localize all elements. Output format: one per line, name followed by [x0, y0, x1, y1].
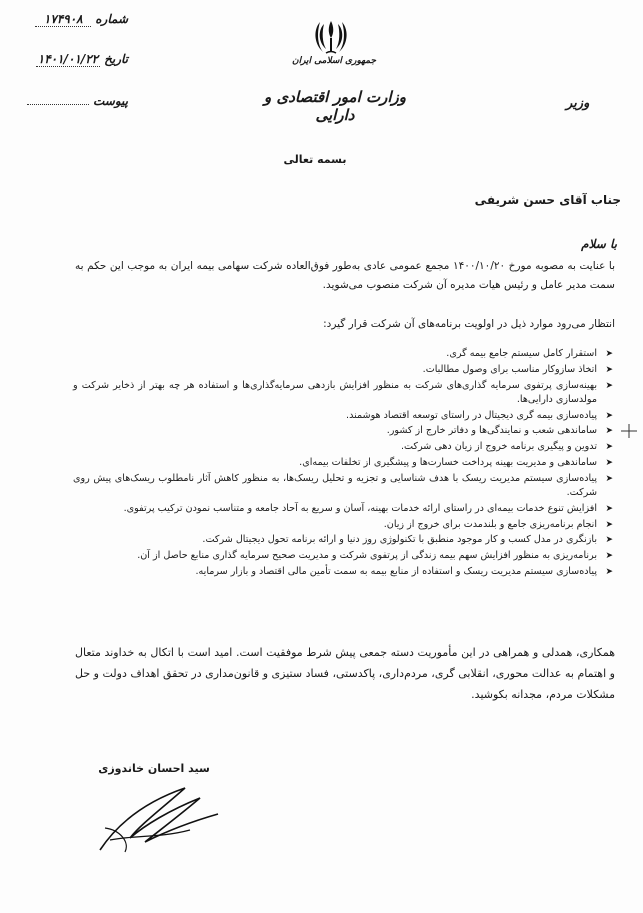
number-label: شماره — [95, 12, 128, 26]
bullet-arrow-icon: ➤ — [605, 426, 613, 437]
handwritten-signature-icon — [90, 780, 230, 860]
bullet-arrow-icon: ➤ — [605, 380, 613, 391]
priority-list — [73, 347, 613, 581]
list-item — [73, 565, 613, 579]
date-row — [10, 52, 128, 67]
date-value: ۱۴۰۱/۰۱/۲۲ — [37, 52, 99, 66]
list-item — [73, 502, 613, 516]
bullet-arrow-icon: ➤ — [605, 457, 613, 468]
list-item-text: پیاده‌سازی سیستم مدیریت ریسک و استفاده از منابع بیمه به سمت تأمین مالی اقتصاد و بازار سرمایه. — [195, 565, 597, 577]
bullet-arrow-icon: ➤ — [605, 410, 613, 421]
number-value: ۱۷۴۹۰۸ — [35, 12, 91, 27]
instruction-line: انتظار می‌رود موارد ذیل در اولویت برنامه‌های آن شرکت قرار گیرد: — [323, 318, 615, 330]
list-item — [73, 440, 613, 454]
intro-paragraph: با عنایت به مصوبه مورخ ۱۴۰۰/۱۰/۲۰ مجمع عمومی عادی به‌طور فوق‌العاده شرکت سهامی بیمه ایران به موجب این حکم به سمت مدیر عامل و رئیس هیات مدیره آن شرکت منصوب می‌شوید. — [75, 260, 615, 291]
list-item — [73, 549, 613, 563]
list-item-text: برنامه‌ریزی به منظور افزایش سهم بیمه زندگی از پرتفوی شرکت و مدیریت صحیح سرمایه گذاری منابع حاصل از آن. — [137, 550, 597, 562]
closing-paragraph: همکاری، همدلی و همراهی در این مأموریت دسته جمعی پیش شرط موفقیت است. امید است با اتکال به خداوند متعال و اهتمام به عدالت محوری، انقلابی گری، مردم‌داری، پاکدستی، فساد ستیزی و قانون‌مداری در تحقق اهداف دولت و حل مشکلات مردم، مجدانه بکوشید. — [75, 646, 615, 701]
list-item-text: بازنگری در مدل کسب و کار موجود منطبق با تکنولوژی روز دنیا و ارائه برنامه تحول دیجیتال شرکت. — [202, 534, 597, 546]
republic-title: جمهوری اسلامی ایران — [291, 56, 377, 66]
list-item — [73, 472, 613, 500]
bullet-arrow-icon: ➤ — [605, 473, 613, 484]
list-item — [73, 379, 613, 407]
list-item-text: پیاده‌سازی بیمه گری دیجیتال در راستای توسعه اقتصاد هوشمند. — [346, 409, 597, 421]
list-item-text: انجام برنامه‌ریزی جامع و بلندمدت برای خروج از زیان. — [383, 518, 597, 530]
list-item — [73, 363, 613, 377]
bullet-arrow-icon: ➤ — [605, 364, 613, 375]
bullet-arrow-icon: ➤ — [605, 535, 613, 546]
list-item — [73, 456, 613, 470]
list-item-text: اتخاذ سازوکار مناسب برای وصول مطالبات. — [422, 363, 597, 375]
list-item — [73, 518, 613, 532]
list-item-text: استقرار کامل سیستم جامع بیمه گری. — [446, 348, 597, 359]
ministry-title: وزارت امور اقتصادی و دارایی — [264, 88, 406, 124]
attachment-label: پیوست — [93, 94, 128, 108]
list-item-text: افزایش تنوع خدمات بیمه‌ای در راستای ارائه خدمات بهینه، آسان و سریع به آحاد جامعه و متناسب نمودن ترکیب پرتفوی. — [123, 502, 597, 514]
bullet-arrow-icon: ➤ — [605, 566, 613, 577]
list-item — [73, 424, 613, 438]
iran-emblem-icon — [311, 18, 351, 56]
list-item — [73, 533, 613, 547]
date-label: تاریخ — [104, 52, 128, 66]
bismillah-heading: بسمه تعالی — [283, 153, 347, 166]
list-item-text: تدوین و پیگیری برنامه خروج از زیان دهی شرکت. — [400, 441, 597, 453]
list-item-text: بهینه‌سازی پرتفوی سرمایه گذاری‌های شرکت به منظور افزایش بازدهی سرمایه‌گذاری‌ها و استفاده هر چه بهتر از ذخایر شرکت و مولدسازی دارایی‌ها. — [73, 379, 597, 405]
attachment-row — [10, 94, 128, 108]
list-item-text: پیاده‌سازی سیستم مدیریت ریسک با هدف شناسایی و تجزیه و تحلیل ریسک‌ها، به منظور کاهش آثار نامطلوب ریسک‌های پیش روی شرکت. — [73, 472, 597, 498]
list-item — [73, 409, 613, 423]
bullet-arrow-icon: ➤ — [605, 442, 613, 453]
recipient-name: جناب آقای حسن شریفی — [474, 193, 621, 207]
number-row — [10, 12, 128, 27]
bullet-arrow-icon: ➤ — [605, 503, 613, 514]
list-item-text: ساماندهی و مدیریت بهینه پرداخت خسارت‌ها و پیشگیری از تخلفات بیمه‌ای. — [299, 456, 597, 468]
list-item-text: ساماندهی شعب و نمایندگی‌ها و دفاتر خارج از کشور. — [386, 425, 597, 437]
bullet-arrow-icon: ➤ — [605, 349, 613, 359]
minister-label: وزیر — [566, 96, 590, 111]
list-item — [73, 347, 613, 361]
crosshair-mark-icon — [619, 421, 639, 441]
attachment-value — [27, 104, 89, 105]
signer-name: سید احسان خاندوزی — [98, 762, 210, 775]
bullet-arrow-icon: ➤ — [605, 519, 613, 530]
bullet-arrow-icon: ➤ — [605, 551, 613, 562]
salutation: با سلام — [581, 237, 617, 251]
